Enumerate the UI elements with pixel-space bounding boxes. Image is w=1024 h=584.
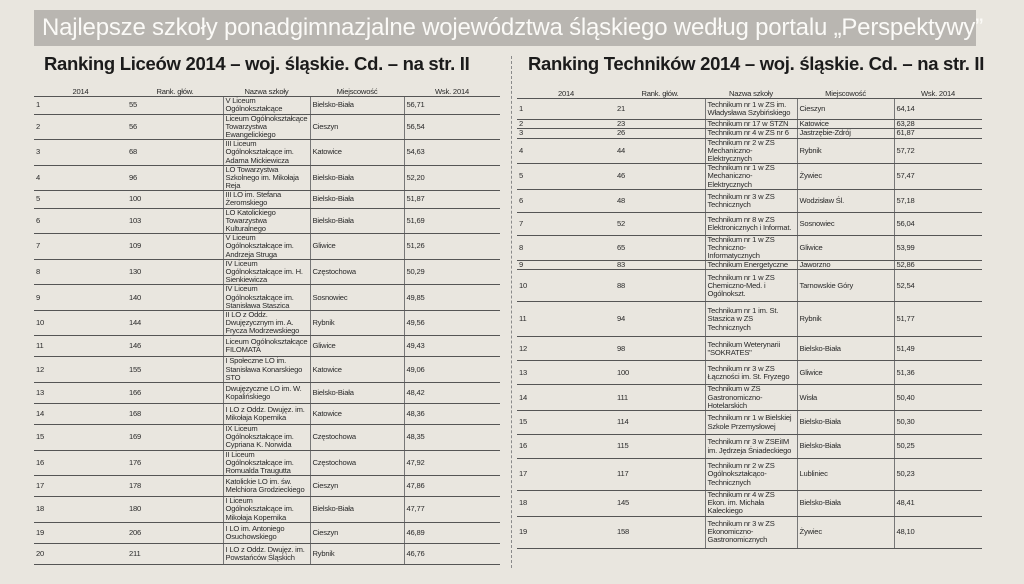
cell-rank-2014: 10 — [34, 310, 127, 336]
cell-school-name: I LO z Oddz. Dwujęz. im. Mikołaja Kopernika — [223, 404, 310, 425]
cell-school-name: Technikum nr 4 w ZS nr 6 — [705, 129, 797, 138]
cell-city: Gliwice — [310, 336, 404, 357]
cell-rank-2014: 11 — [34, 336, 127, 357]
cell-rank-2014: 16 — [517, 435, 615, 459]
cell-score-2014: 49,85 — [404, 285, 500, 311]
cell-rank-main: 166 — [127, 383, 223, 404]
cell-score-2014: 48,36 — [404, 404, 500, 425]
cell-rank-2014: 3 — [517, 129, 615, 138]
cell-school-name: LO Towarzystwa Szkolnego im. Mikołaja Reja — [223, 165, 310, 191]
table-row — [34, 497, 500, 523]
table-row — [34, 476, 500, 497]
cell-rank-main: 158 — [615, 516, 705, 548]
cell-score-2014: 57,18 — [894, 189, 982, 212]
table-row — [34, 285, 500, 311]
cell-city: Rybnik — [310, 543, 404, 564]
cell-rank-main: 55 — [127, 97, 223, 114]
cell-rank-main: 114 — [615, 411, 705, 435]
cell-city: Częstochowa — [310, 450, 404, 476]
table-row — [517, 302, 982, 337]
column-divider — [511, 56, 512, 568]
cell-rank-main: 56 — [127, 114, 223, 140]
cell-city: Katowice — [797, 120, 894, 129]
cell-city: Cieszyn — [310, 476, 404, 497]
table-row — [517, 361, 982, 385]
cell-score-2014: 48,10 — [894, 516, 982, 548]
table-row — [517, 138, 982, 164]
cell-rank-2014: 10 — [517, 270, 615, 302]
cell-rank-main: 44 — [615, 138, 705, 164]
cell-school-name: Technikum nr 1 im. St. Staszica w ZS Technicznych — [705, 302, 797, 337]
cell-rank-main: 176 — [127, 450, 223, 476]
cell-school-name: Dwujęzyczne LO im. W. Kopalińskiego — [223, 383, 310, 404]
cell-city: Wodzisław Śl. — [797, 189, 894, 212]
cell-rank-2014: 20 — [34, 543, 127, 564]
cell-city: Lubliniec — [797, 459, 894, 491]
table-row — [517, 491, 982, 517]
column-header-rank-2014: 2014 — [34, 88, 127, 97]
cell-school-name: IV Liceum Ogólnokształcące im. H. Sienkiewicza — [223, 259, 310, 285]
cell-rank-main: 168 — [127, 404, 223, 425]
table-row — [34, 191, 500, 208]
cell-city: Katowice — [310, 357, 404, 383]
cell-rank-2014: 18 — [517, 491, 615, 517]
cell-rank-main: 26 — [615, 129, 705, 138]
table-row — [517, 99, 982, 120]
cell-school-name: Technikum nr 1 w Bielskiej Szkole Przemysłowej — [705, 411, 797, 435]
table-row — [517, 120, 982, 129]
cell-rank-2014: 7 — [34, 234, 127, 260]
cell-city: Bielsko-Biała — [310, 208, 404, 234]
column-header-rank-main: Rank. głów. — [127, 88, 223, 97]
table-header-row — [34, 88, 500, 97]
cell-score-2014: 61,87 — [894, 129, 982, 138]
cell-school-name: I Liceum Ogólnokształcące im. Mikołaja Kopernika — [223, 497, 310, 523]
table-row — [34, 425, 500, 451]
cell-school-name: Technikum nr 2 w ZS Mechaniczno-Elektrycznych — [705, 138, 797, 164]
cell-score-2014: 50,23 — [894, 459, 982, 491]
cell-rank-2014: 17 — [517, 459, 615, 491]
table-row — [517, 435, 982, 459]
cell-rank-2014: 6 — [517, 189, 615, 212]
cell-score-2014: 50,25 — [894, 435, 982, 459]
cell-score-2014: 51,26 — [404, 234, 500, 260]
cell-rank-main: 111 — [615, 385, 705, 411]
cell-score-2014: 47,86 — [404, 476, 500, 497]
table-row — [34, 310, 500, 336]
column-header-score-2014: Wsk. 2014 — [404, 88, 500, 97]
cell-school-name: Technikum nr 17 w ŠTZN — [705, 120, 797, 129]
cell-rank-main: 206 — [127, 522, 223, 543]
cell-city: Bielsko-Biała — [310, 97, 404, 114]
cell-school-name: Technikum Weterynarii "SOKRATES" — [705, 337, 797, 361]
cell-rank-main: 109 — [127, 234, 223, 260]
cell-rank-2014: 9 — [517, 261, 615, 270]
cell-score-2014: 51,36 — [894, 361, 982, 385]
cell-city: Żywiec — [797, 164, 894, 190]
cell-score-2014: 48,42 — [404, 383, 500, 404]
cell-school-name: I LO z Oddz. Dwujęz. im. Powstańców Śląskich — [223, 543, 310, 564]
table-row — [517, 189, 982, 212]
table-row — [517, 516, 982, 548]
cell-city: Bielsko-Biała — [310, 497, 404, 523]
column-header-city: Miejscowość — [797, 90, 894, 99]
cell-school-name: Technikum nr 3 w ZS Łączności im. St. Fryzego — [705, 361, 797, 385]
cell-rank-2014: 19 — [34, 522, 127, 543]
cell-rank-2014: 15 — [517, 411, 615, 435]
table-row — [517, 261, 982, 270]
table-row — [34, 208, 500, 234]
cell-rank-main: 21 — [615, 99, 705, 120]
table-row — [34, 383, 500, 404]
cell-score-2014: 46,76 — [404, 543, 500, 564]
cell-city: Częstochowa — [310, 259, 404, 285]
cell-rank-2014: 13 — [34, 383, 127, 404]
cell-city: Żywiec — [797, 516, 894, 548]
cell-city: Katowice — [310, 404, 404, 425]
cell-school-name: Technikum nr 2 w ZS Ogólnokształcąco-Technicznych — [705, 459, 797, 491]
cell-city: Tarnowskie Góry — [797, 270, 894, 302]
table-row — [34, 259, 500, 285]
cell-city: Jaworzno — [797, 261, 894, 270]
cell-score-2014: 47,77 — [404, 497, 500, 523]
cell-score-2014: 56,04 — [894, 212, 982, 235]
cell-rank-2014: 1 — [34, 97, 127, 114]
cell-school-name: Technikum Energetyczne — [705, 261, 797, 270]
cell-city: Jastrzębie-Zdrój — [797, 129, 894, 138]
cell-rank-2014: 8 — [34, 259, 127, 285]
cell-rank-2014: 8 — [517, 235, 615, 261]
cell-school-name: IV Liceum Ogólnokształcące im. Stanisława Staszica — [223, 285, 310, 311]
cell-school-name: Technikum nr 1 w ZS im. Władysława Szybińskiego — [705, 99, 797, 120]
cell-score-2014: 52,54 — [894, 270, 982, 302]
cell-score-2014: 47,92 — [404, 450, 500, 476]
cell-school-name: Technikum nr 4 w ZS Ekon. im. Michała Kaleckiego — [705, 491, 797, 517]
cell-score-2014: 56,54 — [404, 114, 500, 140]
column-header-school-name: Nazwa szkoły — [705, 90, 797, 99]
cell-rank-2014: 6 — [34, 208, 127, 234]
column-header-rank-2014: 2014 — [517, 90, 615, 99]
cell-rank-main: 65 — [615, 235, 705, 261]
cell-school-name: IX Liceum Ogólnokształcące im. Cypriana K. Norwida — [223, 425, 310, 451]
table-row — [34, 165, 500, 191]
cell-city: Katowice — [310, 140, 404, 166]
cell-school-name: LO Katolickiego Towarzystwa Kulturalnego — [223, 208, 310, 234]
column-header-score-2014: Wsk. 2014 — [894, 90, 982, 99]
cell-rank-main: 146 — [127, 336, 223, 357]
cell-city: Bielsko-Biała — [797, 411, 894, 435]
cell-city: Bielsko-Biała — [797, 491, 894, 517]
cell-score-2014: 48,35 — [404, 425, 500, 451]
cell-rank-2014: 13 — [517, 361, 615, 385]
table-row — [517, 411, 982, 435]
cell-rank-main: 144 — [127, 310, 223, 336]
cell-score-2014: 52,86 — [894, 261, 982, 270]
cell-rank-main: 140 — [127, 285, 223, 311]
cell-school-name: Liceum Ogólnokształcące FILOMATA — [223, 336, 310, 357]
licea-section-title: Ranking Liceów 2014 – woj. śląskie. Cd. – na str. II — [44, 53, 470, 74]
cell-rank-main: 130 — [127, 259, 223, 285]
cell-rank-2014: 4 — [34, 165, 127, 191]
table-row — [34, 404, 500, 425]
cell-city: Cieszyn — [310, 522, 404, 543]
cell-rank-main: 115 — [615, 435, 705, 459]
table-row — [517, 385, 982, 411]
cell-score-2014: 46,89 — [404, 522, 500, 543]
cell-rank-2014: 7 — [517, 212, 615, 235]
cell-rank-main: 117 — [615, 459, 705, 491]
table-row — [517, 129, 982, 138]
cell-rank-main: 178 — [127, 476, 223, 497]
column-header-city: Miejscowość — [310, 88, 404, 97]
cell-school-name: Technikum nr 8 w ZS Elektronicznych i Informat. — [705, 212, 797, 235]
cell-score-2014: 50,30 — [894, 411, 982, 435]
table-row — [517, 459, 982, 491]
cell-score-2014: 49,56 — [404, 310, 500, 336]
cell-rank-main: 100 — [615, 361, 705, 385]
cell-rank-2014: 5 — [517, 164, 615, 190]
cell-rank-2014: 17 — [34, 476, 127, 497]
column-header-school-name: Nazwa szkoły — [223, 88, 310, 97]
table-row — [34, 234, 500, 260]
cell-score-2014: 50,29 — [404, 259, 500, 285]
cell-score-2014: 57,47 — [894, 164, 982, 190]
cell-school-name: V Liceum Ogólnokształcące im. Andrzeja Struga — [223, 234, 310, 260]
cell-rank-2014: 15 — [34, 425, 127, 451]
cell-rank-main: 145 — [615, 491, 705, 517]
cell-rank-2014: 18 — [34, 497, 127, 523]
cell-city: Bielsko-Biała — [797, 337, 894, 361]
cell-rank-main: 169 — [127, 425, 223, 451]
cell-score-2014: 54,63 — [404, 140, 500, 166]
cell-rank-2014: 5 — [34, 191, 127, 208]
cell-rank-2014: 2 — [34, 114, 127, 140]
table-row — [34, 450, 500, 476]
cell-rank-main: 94 — [615, 302, 705, 337]
cell-city: Częstochowa — [310, 425, 404, 451]
cell-city: Cieszyn — [797, 99, 894, 120]
column-header-rank-main: Rank. głów. — [615, 90, 705, 99]
table-row — [34, 522, 500, 543]
cell-school-name: I LO im. Antoniego Osuchowskiego — [223, 522, 310, 543]
technika-section-title: Ranking Techników 2014 – woj. śląskie. Cd. – na str. II — [528, 53, 985, 74]
table-row — [34, 140, 500, 166]
table-row — [517, 164, 982, 190]
table-header-row — [517, 90, 982, 99]
cell-rank-main: 68 — [127, 140, 223, 166]
table-row — [517, 235, 982, 261]
cell-rank-main: 88 — [615, 270, 705, 302]
cell-city: Rybnik — [797, 302, 894, 337]
cell-rank-2014: 16 — [34, 450, 127, 476]
table-row — [34, 97, 500, 114]
cell-rank-main: 96 — [127, 165, 223, 191]
cell-school-name: Technikum w ZS Gastronomiczno-Hotelarskich — [705, 385, 797, 411]
cell-score-2014: 57,72 — [894, 138, 982, 164]
cell-school-name: Technikum nr 3 w ZS Ekonomiczno-Gastronomicznych — [705, 516, 797, 548]
cell-city: Gliwice — [310, 234, 404, 260]
cell-city: Cieszyn — [310, 114, 404, 140]
cell-school-name: Technikum nr 1 w ZS Techniczno-Informatycznych — [705, 235, 797, 261]
cell-school-name: III Liceum Ogólnokształcące im. Adama Mickiewicza — [223, 140, 310, 166]
cell-score-2014: 53,99 — [894, 235, 982, 261]
cell-rank-2014: 19 — [517, 516, 615, 548]
cell-rank-main: 23 — [615, 120, 705, 129]
table-row — [34, 336, 500, 357]
cell-rank-main: 46 — [615, 164, 705, 190]
table-row — [34, 114, 500, 140]
table-row — [34, 357, 500, 383]
licea-ranking-table — [34, 88, 500, 565]
header-band — [34, 10, 984, 46]
cell-rank-main: 48 — [615, 189, 705, 212]
cell-score-2014: 63,28 — [894, 120, 982, 129]
cell-city: Sosnowiec — [797, 212, 894, 235]
cell-rank-2014: 14 — [517, 385, 615, 411]
cell-school-name: V Liceum Ogólnokształcące — [223, 97, 310, 114]
cell-score-2014: 50,40 — [894, 385, 982, 411]
table-row — [517, 270, 982, 302]
cell-rank-2014: 1 — [517, 99, 615, 120]
cell-rank-2014: 12 — [517, 337, 615, 361]
cell-rank-main: 52 — [615, 212, 705, 235]
table-row — [517, 337, 982, 361]
cell-rank-main: 103 — [127, 208, 223, 234]
technika-ranking-table — [517, 90, 982, 549]
table-row — [517, 212, 982, 235]
cell-rank-2014: 9 — [34, 285, 127, 311]
cell-score-2014: 52,20 — [404, 165, 500, 191]
cell-school-name: Technikum nr 3 w ZS Technicznych — [705, 189, 797, 212]
cell-score-2014: 49,43 — [404, 336, 500, 357]
cell-city: Sosnowiec — [310, 285, 404, 311]
cell-city: Bielsko-Biała — [797, 435, 894, 459]
cell-school-name: I Społeczne LO im. Stanisława Konarskiego STO — [223, 357, 310, 383]
cell-score-2014: 64,14 — [894, 99, 982, 120]
cell-score-2014: 48,41 — [894, 491, 982, 517]
cell-score-2014: 51,77 — [894, 302, 982, 337]
cell-rank-2014: 12 — [34, 357, 127, 383]
table-row — [34, 543, 500, 564]
cell-city: Gliwice — [797, 361, 894, 385]
cell-score-2014: 51,49 — [894, 337, 982, 361]
cell-city: Gliwice — [797, 235, 894, 261]
page-title: Najlepsze szkoły ponadgimnazjalne województwa śląskiego według portalu „Perspektywy” — [42, 14, 984, 41]
cell-rank-main: 83 — [615, 261, 705, 270]
cell-city: Bielsko-Biała — [310, 191, 404, 208]
cell-rank-2014: 3 — [34, 140, 127, 166]
cell-school-name: Technikum nr 3 w ZSEiIM im. Jędrzeja Śniadeckiego — [705, 435, 797, 459]
cell-school-name: III LO im. Stefana Żeromskiego — [223, 191, 310, 208]
cell-school-name: Liceum Ogólnokształcące Towarzystwa Ewangelickiego — [223, 114, 310, 140]
cell-city: Rybnik — [310, 310, 404, 336]
cell-school-name: II Liceum Ogólnokształcące im. Romualda Traugutta — [223, 450, 310, 476]
cell-rank-2014: 2 — [517, 120, 615, 129]
cell-rank-main: 100 — [127, 191, 223, 208]
cell-school-name: Katolickie LO im. św. Melchiora Grodzieckiego — [223, 476, 310, 497]
cell-rank-2014: 11 — [517, 302, 615, 337]
cell-school-name: Technikum nr 1 w ZS Chemiczno-Med. i Ogólnokszt. — [705, 270, 797, 302]
cell-score-2014: 51,87 — [404, 191, 500, 208]
cell-rank-main: 180 — [127, 497, 223, 523]
cell-school-name: Technikum nr 1 w ZS Mechaniczno-Elektrycznych — [705, 164, 797, 190]
cell-city: Bielsko-Biała — [310, 165, 404, 191]
cell-city: Rybnik — [797, 138, 894, 164]
cell-rank-main: 155 — [127, 357, 223, 383]
cell-score-2014: 49,06 — [404, 357, 500, 383]
cell-school-name: II LO z Oddz. Dwujęzycznym im. A. Frycza Modrzewskiego — [223, 310, 310, 336]
cell-city: Wisła — [797, 385, 894, 411]
cell-city: Bielsko-Biała — [310, 383, 404, 404]
cell-rank-2014: 14 — [34, 404, 127, 425]
cell-score-2014: 51,69 — [404, 208, 500, 234]
cell-score-2014: 56,71 — [404, 97, 500, 114]
cell-rank-main: 98 — [615, 337, 705, 361]
cell-rank-main: 211 — [127, 543, 223, 564]
cell-rank-2014: 4 — [517, 138, 615, 164]
